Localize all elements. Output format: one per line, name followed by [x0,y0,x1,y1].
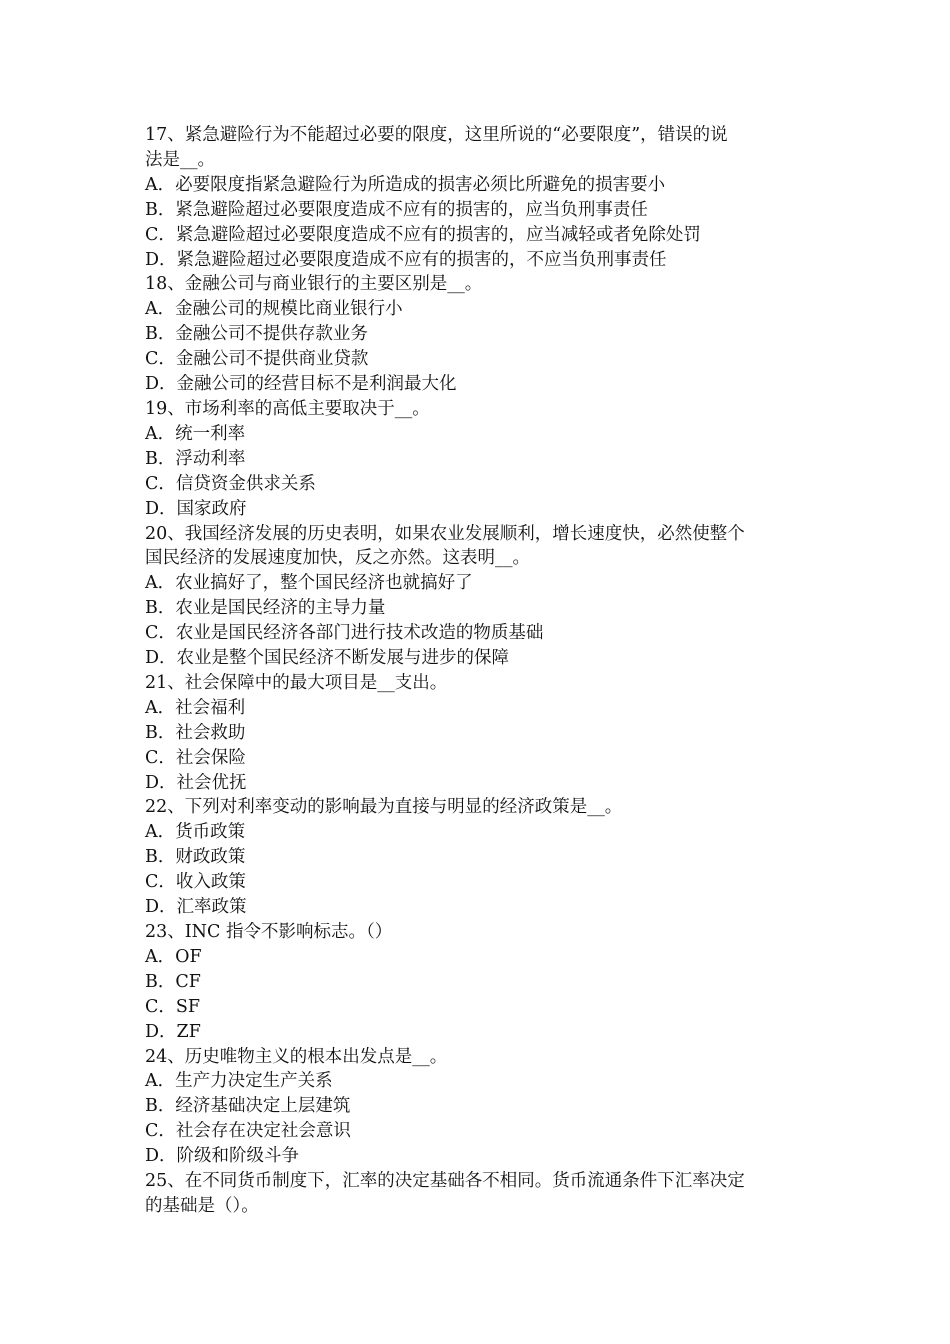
option-b: B．紧急避险超过必要限度造成不应有的损害的，应当负刑事责任 [145,199,648,220]
option-a: A．统一利率 [145,423,246,444]
question-text: 国民经济的发展速度加快，反之亦然。这表明__。 [145,548,530,569]
question-block [145,123,810,272]
option-a: A．OF [145,946,202,967]
question-block [145,1045,810,1170]
question-block [145,272,810,397]
option-b: B．金融公司不提供存款业务 [145,324,368,345]
question-text: 22、下列对利率变动的影响最为直接与明显的经济政策是__。 [145,797,623,818]
question-text: 17、紧急避险行为不能超过必要的限度，这里所说的“必要限度”，错误的说 [145,125,728,145]
option-c: C．SF [145,996,201,1017]
question-text: 23、INC 指令不影响标志。（） [145,922,393,942]
question-text: 18、金融公司与商业银行的主要区别是__。 [145,274,483,295]
question-text: 19、市场利率的高低主要取决于__。 [145,398,430,419]
option-d: D．阶级和阶级斗争 [145,1146,300,1167]
question-block [145,1169,810,1219]
option-a: A．社会福利 [145,697,246,718]
option-d: D．ZF [145,1021,201,1042]
question-text: 法是__。 [145,149,215,170]
option-a: A．农业搞好了，整个国民经济也就搞好了 [145,573,473,594]
option-a: A．货币政策 [145,822,246,843]
option-c: C．信贷资金供求关系 [145,473,316,494]
question-text: 24、历史唯物主义的根本出发点是__。 [145,1046,448,1067]
option-a: A．必要限度指紧急避险行为所造成的损害必须比所避免的损害要小 [145,174,666,195]
option-c: C．社会保险 [145,747,246,768]
option-d: D．紧急避险超过必要限度造成不应有的损害的，不应当负刑事责任 [145,249,667,270]
option-d: D．国家政府 [145,498,247,519]
option-d: D．农业是整个国民经济不断发展与进步的保障 [145,648,510,669]
question-text: 25、在不同货币制度下，汇率的决定基础各不相同。货币流通条件下汇率决定 [145,1171,745,1192]
question-block [145,671,810,796]
option-d: D．汇率政策 [145,897,247,918]
option-c: C．农业是国民经济各部门进行技术改造的物质基础 [145,623,544,644]
option-d: D．金融公司的经营目标不是利润最大化 [145,374,457,395]
option-b: B．农业是国民经济的主导力量 [145,598,386,619]
option-b: B．CF [145,971,201,992]
option-c: C．金融公司不提供商业贷款 [145,349,369,370]
question-text: 的基础是（）。 [145,1195,259,1216]
question-text: 21、社会保障中的最大项目是__支出。 [145,672,448,693]
question-list [145,123,810,1219]
option-a: A．生产力决定生产关系 [145,1071,333,1092]
question-block [145,522,810,671]
option-b: B．社会救助 [145,722,246,743]
option-b: B．浮动利率 [145,448,246,469]
option-a: A．金融公司的规模比商业银行小 [145,299,403,320]
option-c: C．紧急避险超过必要限度造成不应有的损害的，应当减轻或者免除处罚 [145,224,701,245]
option-c: C．社会存在决定社会意识 [145,1121,351,1142]
option-c: C．收入政策 [145,872,246,893]
question-block [145,397,810,522]
option-b: B．经济基础决定上层建筑 [145,1096,351,1117]
question-text: 20、我国经济发展的历史表明，如果农业发展顺利，增长速度快，必然使整个 [145,523,745,544]
option-d: D．社会优抚 [145,772,247,793]
question-block [145,920,810,1045]
option-b: B．财政政策 [145,847,246,868]
question-block [145,795,810,920]
